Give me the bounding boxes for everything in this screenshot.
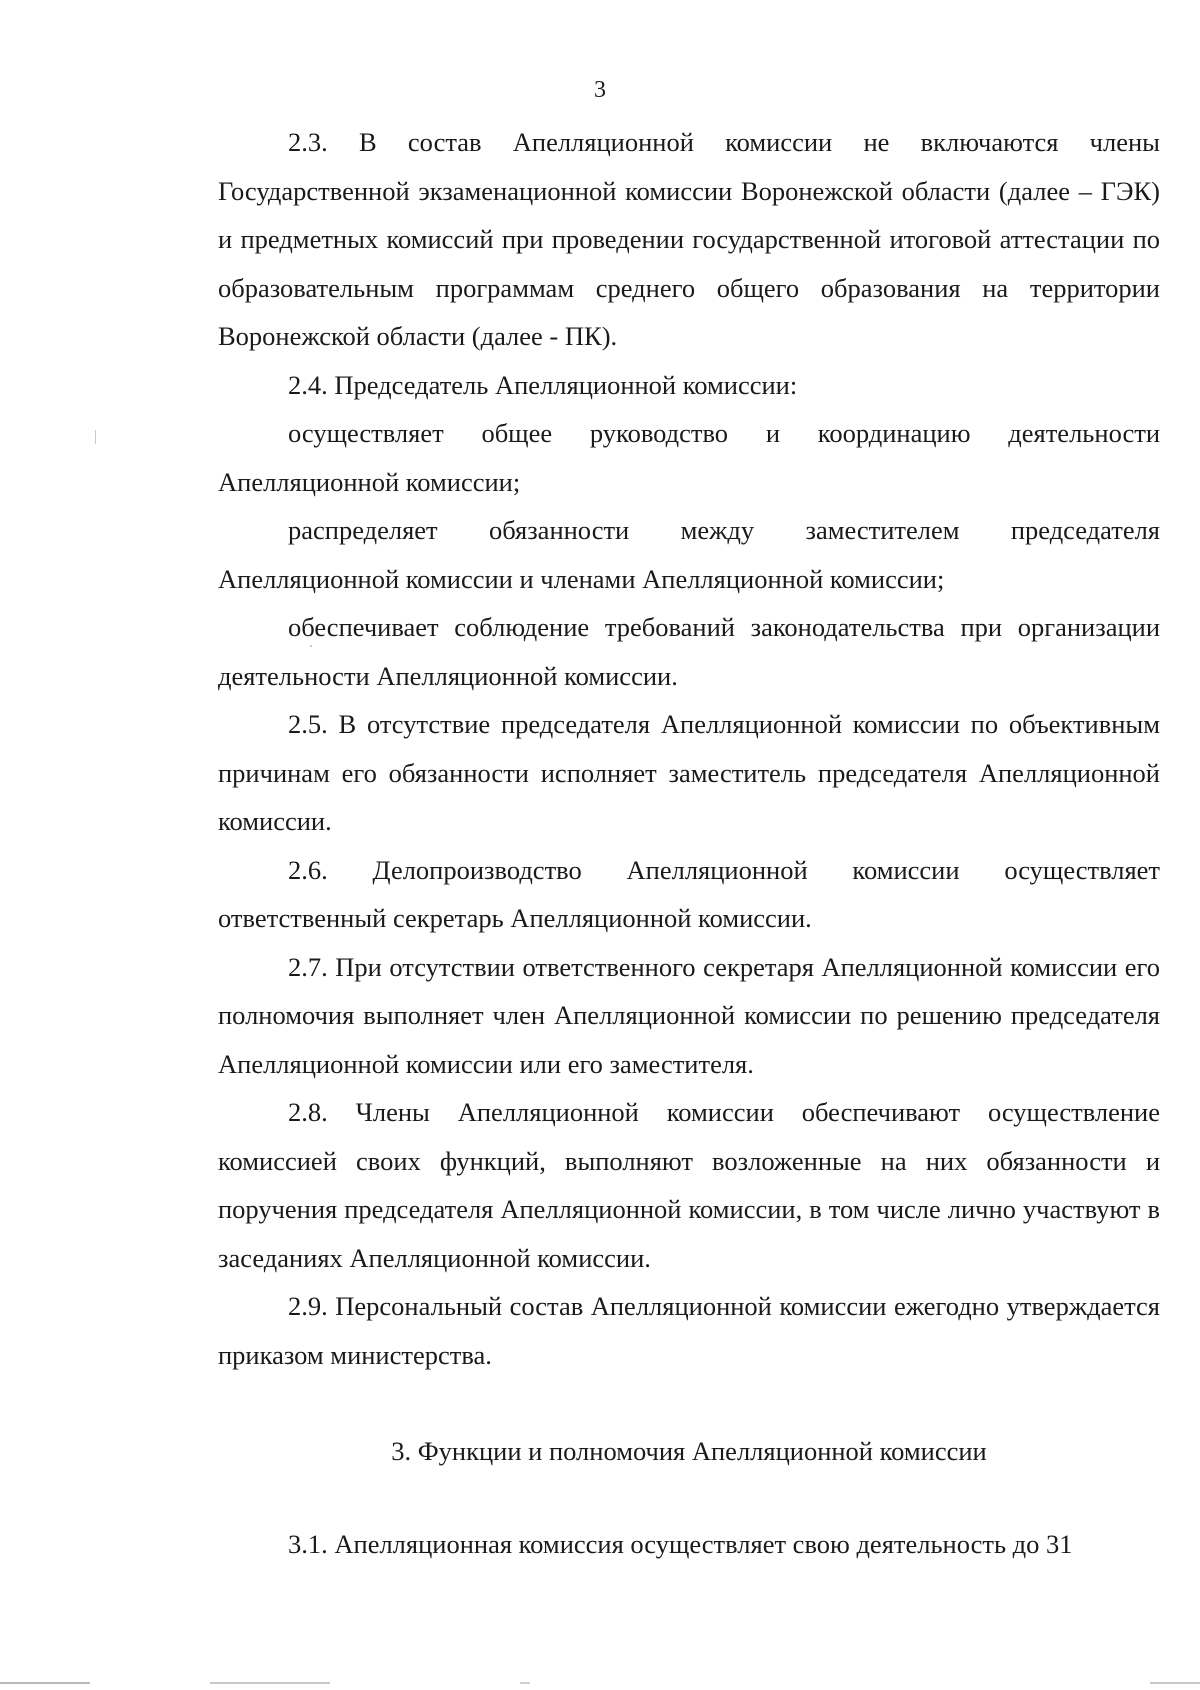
page-number: 3 [594, 77, 606, 103]
spacer [218, 1476, 1160, 1520]
spacer [218, 1379, 1160, 1427]
scan-artifact [95, 430, 96, 444]
paragraph-2-4-duty-2: распределяет обязанности между заместителем председателя Апелляционной комиссии и членами Апелляционной комиссии; [218, 515, 1160, 594]
paragraph-2-4-duty-3: обеспечивает соблюдение требований законодательства при организации деятельности Апелляционной комиссии. [218, 612, 1160, 691]
paragraph-2-7: 2.7. При отсутствии ответственного секретаря Апелляционной комиссии его полномочия выполняет член Апелляционной комиссии по решению председателя Апелляционной комиссии или его заместителя. [218, 951, 1160, 1079]
paragraph-2-8: 2.8. Члены Апелляционной комиссии обеспечивают осуществление комиссией своих функций, выполняют возложенные на них обязанности и поручения председателя Апелляционной комиссии, в том числе лично участвуют в заседаниях Апелляционной комиссии. [218, 1097, 1160, 1273]
section-3-heading: 3. Функции и полномочия Апелляционной комиссии [391, 1436, 987, 1466]
paragraph-2-4-duty-1: осуществляет общее руководство и координацию деятельности Апелляционной комиссии; [218, 418, 1160, 497]
scan-bottom-edge [0, 1682, 1200, 1684]
document-body [218, 118, 1160, 1568]
paragraph-2-9: 2.9. Персональный состав Апелляционной комиссии ежегодно утверждается приказом министерства. [218, 1291, 1160, 1370]
scan-artifact [310, 645, 312, 647]
paragraph-2-4: 2.4. Председатель Апелляционной комиссии: [288, 369, 798, 400]
paragraph-3-1: 3.1. Апелляционная комиссия осуществляет свою деятельность до 31 [288, 1528, 1073, 1559]
paragraph-2-3: 2.3. В состав Апелляционной комиссии не включаются члены Государственной экзаменационной комиссии Воронежской области (далее – ГЭК) и предметных комиссий при проведении государственной итоговой аттестации по образовательным программам среднего общего образования на территории Воронежской области (далее - ПК). [218, 127, 1160, 351]
paragraph-2-6: 2.6. Делопроизводство Апелляционной комиссии осуществляет ответственный секретарь Апелляционной комиссии. [218, 854, 1160, 933]
paragraph-2-5: 2.5. В отсутствие председателя Апелляционной комиссии по объективным причинам его обязанности исполняет заместитель председателя Апелляционной комиссии. [218, 709, 1160, 836]
